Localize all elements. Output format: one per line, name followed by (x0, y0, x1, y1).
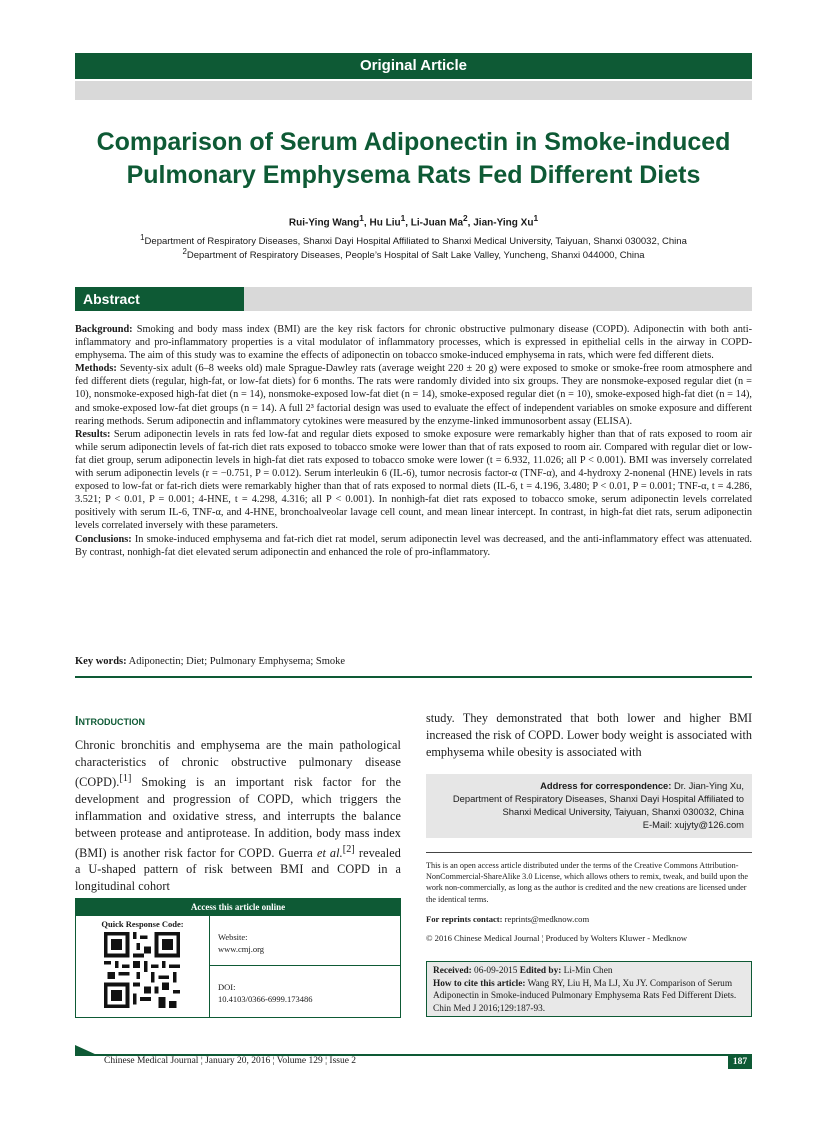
doi-link[interactable]: 10.4103/0366-6999.173486 (218, 994, 313, 1004)
correspondence-line-3: Shanxi Medical University, Taiyuan, Shanxi 030032, China (502, 806, 744, 817)
article-title (75, 126, 752, 192)
abstract-heading-bar (244, 287, 752, 311)
received-label: Received: (433, 966, 472, 976)
abstract-background (75, 323, 752, 362)
author-sup: 2 (463, 213, 468, 223)
author-sup: 1 (533, 213, 539, 223)
abstract-conclusions (75, 533, 752, 559)
correspondence-email[interactable]: E-Mail: xujyty@126.com (642, 819, 744, 830)
citation-link[interactable]: [1] (119, 772, 132, 784)
author: Li-Juan Ma (410, 217, 464, 229)
correspondence-name: Dr. Jian-Ying Xu, (671, 780, 744, 791)
author-list: Rui-Ying Wang$^1$, Hu Liu$^1$, Li-Juan Ma$^2$, Jian-Ying Xu$^1$ (288, 213, 539, 229)
section-label: Original Article (75, 53, 752, 79)
abstract-results (75, 428, 752, 533)
author: Rui-Ying Wang (288, 217, 360, 229)
affiliation-sup: 2 (182, 247, 187, 256)
correspondence-label: Address for correspondence: (540, 780, 672, 791)
access-heading: Access this article online (76, 899, 400, 916)
affiliation-2 (75, 247, 752, 261)
author: Hu Liu (369, 217, 401, 229)
license-text: This is an open access article distributed under the terms of the Creative Commons Attribution-NonCommercial-ShareAlike 3.0 License, which allows others to remix, tweak, and build upon the work non-commercially, as long as the author is credited and the new creations are licensed under the identical terms. (426, 861, 748, 904)
intro-part: Chronic bronchitis and emphysema are the main pathological characteristics of chronic obstructive pulmonary disease (COPD). (75, 738, 401, 789)
results-label: Results: (75, 428, 111, 440)
correspondence-line-1 (426, 779, 744, 792)
background-text: Smoking and body mass index (BMI) are the key risk factors for chronic obstructive pulmonary disease (COPD). Adiponectin with both anti-inflammatory and pro-inflammatory properties is a vital modulator of inflammatory processes, which is expressed in epithelial cells in the airway in COPD-emphysema. The aim of this study was to examine the effects of adiponectin on tobacco smoke-induced emphysema in rats, which were fed different diets. (75, 324, 752, 362)
introduction-continuation: study. They demonstrated that both lower and higher BMI increased the risk of COPD. Lower body weight is associated with emphysema while obesity is associated with (426, 711, 752, 759)
divider (75, 676, 752, 678)
intro-part: Smoking is an important risk factor for the development and progression of COPD, which triggers the inflammation and oxidative stress, and interrupts the balance between protease and antiprotease. In addition, body mass index (BMI) is another risk factor for COPD. Guerra (75, 774, 401, 860)
citation-link[interactable]: [2] (342, 843, 355, 855)
edited-label: Edited by: (519, 966, 562, 976)
abstract-heading: Abstract (75, 287, 244, 311)
banner-bar (75, 81, 752, 100)
cite-line (433, 978, 745, 1016)
results-text: Serum adiponectin levels in rats fed low-fat and regular diets exposed to smoke exposure were remarkably higher than that of rats exposed to room air while serum adiponectin levels of fat-rich diet rats exposed to tobacco smoke were lower than that of rats exposed to room air. Compared with regular diet or low-fat diet group, serum adiponectin levels in high-fat diet rats exposed to tobacco smoke were lower (t = 6.932, 11.026; all P < 0.001). BMI was inversely correlated with serum adiponectin levels (r = −0.751, P = 0.012). Serum interleukin 6 (IL-6), tumor necrosis factor-α (TNF-α), and 4-hydroxy 2-nonenal (HNE) levels in rats exposed to low-fat or fat-rich diets were remarkably higher than that of rats exposed to normal diets (IL-6, t = 4.196, 3.480; P < 0.01, P = 0.001; TNF-α, t = 4.286, 3.521; P < 0.01, P = 0.001; 4-HNE, t = 4.298, 4.316; all P < 0.001). In nonhigh-fat diet rats exposed to tobacco smoke, serum adiponectin levels correlated positively with serum IL-6, TNF-α, and 4-HNE, bronchoalveolar lavage cell count, and mean linear intercept. In contrast, in high-fat diet rats, serum adiponectin levels correlated inversely with these parameters. (75, 428, 753, 532)
author-sup: 1 (359, 213, 364, 223)
access-box (75, 898, 401, 1018)
background-label: Background: (75, 324, 133, 335)
page-number: 187 (728, 1055, 752, 1069)
affiliation-sup: 1 (140, 233, 145, 242)
introduction-heading: Introduction (75, 714, 145, 728)
qr-cell (76, 916, 210, 1017)
cite-label: How to cite this article: (433, 978, 526, 989)
copyright: © 2016 Chinese Medical Journal ¦ Produced by Wolters Kluwer - Medknow (426, 933, 688, 943)
website-label: Website: (218, 932, 248, 942)
abstract-body (75, 323, 752, 559)
keywords (75, 656, 752, 667)
received-date: 06-09-2015 (471, 966, 520, 976)
keywords-text: Adiponectin; Diet; Pulmonary Emphysema; Smoke (128, 656, 346, 667)
cite-text: Wang RY, Liu H, Ma LJ, Xu JY. Comparison of Serum Adiponectin in Smoke-induced Pulmonary Emphysema Rats Fed Different Diets. Chin Med J 2016;129:187-93. (433, 978, 737, 1014)
affiliation-text: Department of Respiratory Diseases, People’s Hospital of Salt Lake Valley, Yuncheng, Shanxi 044000, China (186, 250, 645, 262)
keywords-label: Key words: (75, 656, 127, 667)
received-line (433, 965, 745, 978)
affiliation-1 (75, 233, 752, 247)
title-line-1: Comparison of Serum Adiponectin in Smoke-induced (96, 128, 731, 156)
editor-name: Li-Min Chen (561, 966, 613, 976)
correspondence-line-2: Department of Respiratory Diseases, Shanxi Dayi Hospital Affiliated to (452, 793, 744, 804)
divider (426, 852, 752, 853)
correspondence-box (426, 774, 752, 838)
doi-label: DOI: (218, 982, 236, 992)
methods-text: Seventy-six adult (6–8 weeks old) male Sprague-Dawley rats (average weight 220 ± 20 g) were exposed to smoke or smoke-free room atmosphere and fed different diets (regular, high-fat, or low-fat diets) for 6 months. The rats were randomly divided into six groups. They are nonsmoke-exposed regular diet (n = 10), nonsmoke-exposed high-fat diet (n = 14), nonsmoke-exposed low-fat diet (n = 14), smoke-exposed regular diet (n = 10), smoke-exposed high-fat diet (n = 14), and smoke-exposed low-fat diet groups (n = 14). A full 2³ factorial design was used to evaluate the effect of independent variables on smoke exposure and different rearing methods. Serum adiponectin and inflammatory cytokines were measured by the enzyme-linked immunosorbent assay (ELISA). (75, 363, 752, 427)
intro-part: et al. (316, 845, 343, 860)
website-cell (210, 916, 400, 966)
author-sup: 1 (400, 213, 406, 223)
website-link[interactable]: www.cmj.org (218, 944, 265, 954)
abstract-methods (75, 362, 752, 427)
footer-journal: Chinese Medical Journal ¦ January 20, 2016 ¦ Volume 129 ¦ Issue 2 (104, 1056, 357, 1066)
author: Jian-Ying Xu (473, 217, 534, 229)
qr-code-icon[interactable] (104, 932, 180, 1008)
intro-part: revealed a U-shaped pattern of risk between BMI and COPD in a longitudinal cohort (75, 845, 401, 894)
title-line-2: Pulmonary Emphysema Rats Fed Different Diets (126, 161, 701, 189)
qr-label: Quick Response Code: (101, 919, 184, 929)
reprints-contact (426, 914, 589, 924)
introduction-text (75, 737, 401, 895)
received-box (426, 961, 752, 1017)
methods-label: Methods: (75, 363, 117, 375)
conclusions-label: Conclusions: (75, 533, 132, 545)
doi-cell (210, 967, 400, 1005)
conclusions-text: In smoke-induced emphysema and fat-rich diet rat model, serum adiponectin level was decreased, and the anti-inflammatory effect was attenuated. By contrast, nonhigh-fat diet elevated serum adiponectin and enhanced the role of pro-inflammatory. (75, 533, 752, 558)
reprints-email[interactable]: reprints@medknow.com (502, 914, 590, 924)
affiliation-text: Department of Respiratory Diseases, Shanxi Dayi Hospital Affiliated to Shanxi Medical University, Taiyuan, Shanxi 030032, China (144, 236, 687, 248)
reprints-label: For reprints contact: (426, 914, 503, 924)
